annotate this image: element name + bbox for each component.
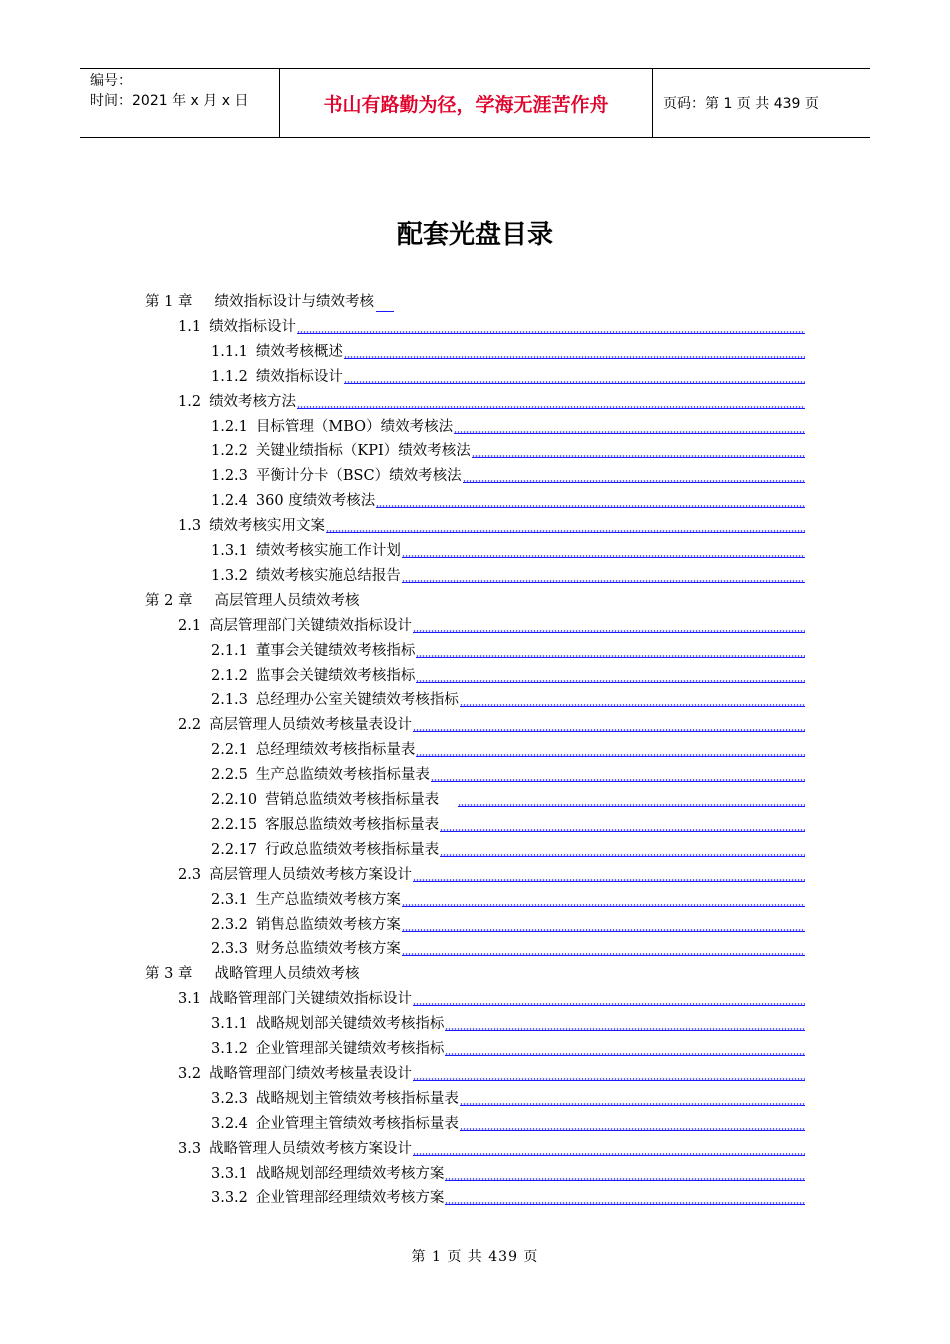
toc-number: 3.3: [178, 1140, 202, 1157]
toc-label[interactable]: 战略规划主管绩效考核指标量表: [255, 1090, 459, 1107]
toc-dot-leader[interactable]: [344, 356, 805, 359]
toc-dot-leader[interactable]: [463, 480, 805, 483]
toc-entry[interactable]: [178, 989, 805, 1009]
toc-label[interactable]: 目标管理（MBO）绩效考核法: [255, 418, 454, 435]
toc-label[interactable]: 战略管理部门绩效考核量表设计: [209, 1065, 413, 1082]
toc-label[interactable]: 绩效考核实用文案: [209, 518, 326, 535]
toc-number: 2.2.17: [211, 841, 258, 858]
toc-label[interactable]: 战略管理部门关键绩效指标设计: [209, 991, 413, 1008]
toc-label[interactable]: 监事会关键绩效考核指标: [255, 667, 416, 684]
toc-entry[interactable]: [178, 715, 805, 735]
toc-entry[interactable]: [178, 865, 805, 885]
toc-number: 2.3: [178, 866, 202, 883]
toc-label[interactable]: 绩效考核实施工作计划: [255, 543, 401, 559]
toc-dot-leader[interactable]: [460, 1128, 805, 1131]
toc-dot-leader[interactable]: [440, 854, 805, 857]
toc-number: 第 2 章: [145, 592, 193, 609]
toc-entry[interactable]: [211, 840, 805, 860]
toc-dot-leader[interactable]: [431, 779, 805, 782]
toc-number: 2.1.2: [211, 667, 248, 684]
toc-dot-leader[interactable]: [440, 829, 805, 832]
toc-number: 3.1.2: [211, 1041, 248, 1057]
toc-dot-leader[interactable]: [402, 580, 805, 583]
toc-entry[interactable]: [211, 765, 805, 785]
toc-number: 第 3 章: [145, 966, 193, 983]
toc-label[interactable]: 绩效指标设计与绩效考核: [214, 294, 374, 310]
toc-dot-leader[interactable]: [445, 1202, 805, 1205]
toc-entry[interactable]: [211, 690, 805, 710]
toc-chapter[interactable]: [145, 292, 394, 312]
toc-entry[interactable]: [211, 1014, 805, 1034]
header-page-info: 页码：第 1 页 共 439 页: [663, 96, 819, 112]
toc-entry[interactable]: [178, 516, 805, 536]
toc-label[interactable]: 生产总监绩效考核方案: [255, 891, 401, 908]
toc-entry[interactable]: [178, 1139, 805, 1159]
toc-number: 2.1.1: [211, 642, 248, 659]
toc-number: 1.2.1: [211, 418, 248, 435]
toc-number: 3.2.4: [211, 1115, 248, 1132]
toc-label[interactable]: 360 度绩效考核法: [255, 493, 376, 510]
toc-dot-leader[interactable]: [416, 680, 805, 683]
toc-number: 2.2.1: [211, 742, 248, 759]
toc-number: 2.2.5: [211, 767, 248, 784]
header-motto: 书山有路勤为径，学海无涯苦作舟: [280, 69, 653, 137]
toc-dot-leader[interactable]: [458, 804, 805, 807]
toc-number: 1.1: [178, 318, 202, 335]
toc-number: 2.2.15: [211, 816, 258, 833]
toc-dot-leader[interactable]: [413, 1153, 805, 1156]
toc-dot-leader[interactable]: [416, 754, 805, 757]
toc-label[interactable]: 绩效指标设计: [255, 368, 343, 385]
toc-label[interactable]: 企业管理部关键绩效考核指标: [255, 1041, 445, 1057]
toc-number: 1.3: [178, 518, 202, 535]
toc-dot-leader[interactable]: [413, 879, 805, 882]
toc-entry[interactable]: [211, 641, 805, 661]
toc-entry[interactable]: [211, 666, 805, 686]
toc-label[interactable]: 销售总监绩效考核方案: [255, 916, 401, 933]
toc-dot-leader[interactable]: [413, 1003, 805, 1006]
toc-number: 3.2: [178, 1065, 202, 1082]
toc-number: 2.2: [178, 717, 202, 734]
toc-dot-leader[interactable]: [402, 555, 805, 558]
header-meta: [80, 69, 280, 137]
toc-dot-leader[interactable]: [413, 630, 805, 633]
toc-entry[interactable]: [211, 915, 805, 935]
toc-label[interactable]: 绩效考核实施总结报告: [255, 567, 401, 584]
toc-label[interactable]: 绩效考核方法: [209, 393, 297, 410]
toc-number: 3.1.1: [211, 1016, 248, 1033]
toc-label[interactable]: 平衡计分卡（BSC）绩效考核法: [255, 468, 462, 485]
toc-entry[interactable]: [211, 566, 805, 586]
toc-dot-leader[interactable]: [402, 953, 805, 956]
toc-number: 1.2.4: [211, 493, 248, 510]
toc-entry[interactable]: [178, 1064, 805, 1084]
toc-number: 3.2.3: [211, 1090, 248, 1107]
toc-dot-leader[interactable]: [402, 929, 805, 932]
toc-entry[interactable]: [211, 1089, 805, 1109]
toc-number: 2.3.2: [211, 916, 248, 933]
toc-entry[interactable]: [211, 1188, 805, 1208]
toc-dot-leader[interactable]: [460, 704, 805, 707]
toc-label[interactable]: 高层管理人员绩效考核方案设计: [209, 866, 413, 883]
toc-number: 1.2.3: [211, 468, 248, 485]
toc-number: 2.2.10: [211, 792, 258, 808]
toc-number: 1.2: [178, 393, 202, 410]
toc-entry[interactable]: [211, 367, 805, 387]
toc-entry[interactable]: [211, 441, 805, 461]
toc-number: 第 1 章: [145, 294, 193, 310]
toc-number: 1.1.1: [211, 343, 248, 360]
doc-time-label: 时间：2021 年 x 月 x 日: [90, 93, 249, 109]
toc-chapter[interactable]: [145, 591, 359, 611]
toc-label[interactable]: 高层管理人员绩效考核量表设计: [209, 717, 413, 734]
toc-label[interactable]: 战略管理人员绩效考核: [214, 966, 360, 983]
toc-entry[interactable]: [211, 890, 805, 910]
toc-label[interactable]: 企业管理主管绩效考核指标量表: [255, 1115, 459, 1132]
toc-dot-leader[interactable]: [413, 729, 805, 732]
toc-dot-leader[interactable]: [413, 1078, 805, 1081]
toc-label[interactable]: 总经理绩效考核指标量表: [255, 742, 416, 759]
toc-entry[interactable]: [211, 1039, 805, 1059]
toc-link-underline[interactable]: [376, 294, 394, 312]
toc-dot-leader[interactable]: [472, 455, 805, 458]
toc-label[interactable]: 总经理办公室关键绩效考核指标: [255, 692, 459, 709]
toc-label[interactable]: 客服总监绩效考核指标量表: [265, 816, 440, 833]
toc-entry[interactable]: [211, 790, 805, 810]
toc-dot-leader[interactable]: [376, 505, 805, 508]
toc-dot-leader[interactable]: [445, 1028, 805, 1031]
toc-number: 3.3.2: [211, 1190, 248, 1207]
toc-entry[interactable]: [211, 1114, 805, 1134]
toc-label[interactable]: 企业管理部经理绩效考核方案: [255, 1190, 445, 1207]
toc-label[interactable]: 战略管理人员绩效考核方案设计: [209, 1140, 413, 1157]
toc-entry[interactable]: [211, 491, 805, 511]
toc-label[interactable]: 关键业绩指标（KPI）绩效考核法: [255, 443, 471, 460]
toc-dot-leader[interactable]: [445, 1053, 805, 1056]
toc-entry[interactable]: [178, 317, 805, 337]
doc-number-label: 编号：: [90, 73, 132, 89]
toc-entry[interactable]: [211, 342, 805, 362]
page-footer: 第 1 页 共 439 页: [411, 1249, 539, 1265]
toc-number: 2.1.3: [211, 692, 248, 709]
toc-entry[interactable]: [211, 939, 805, 959]
toc-label[interactable]: 战略规划部经理绩效考核方案: [255, 1165, 445, 1182]
toc-label[interactable]: 高层管理人员绩效考核: [214, 592, 360, 609]
toc-chapter[interactable]: [145, 964, 359, 984]
toc-label[interactable]: 财务总监绩效考核方案: [255, 941, 401, 958]
toc-label[interactable]: 行政总监绩效考核指标量表: [265, 841, 440, 858]
toc-number: 1.2.2: [211, 443, 248, 460]
toc-label[interactable]: 生产总监绩效考核指标量表: [255, 767, 430, 784]
toc-dot-leader[interactable]: [297, 406, 805, 409]
toc-dot-leader[interactable]: [326, 530, 805, 533]
toc-number: 3.3.1: [211, 1165, 248, 1182]
toc-entry[interactable]: [211, 1164, 805, 1184]
toc-entry[interactable]: [178, 616, 805, 636]
toc-dot-leader[interactable]: [297, 331, 805, 334]
toc-label[interactable]: 董事会关键绩效考核指标: [255, 642, 416, 659]
toc-dot-leader[interactable]: [416, 655, 805, 658]
toc-entry[interactable]: [211, 740, 805, 760]
toc-entry[interactable]: [211, 541, 805, 561]
toc-dot-leader[interactable]: [445, 1178, 805, 1181]
toc-label[interactable]: 战略规划部关键绩效考核指标: [255, 1016, 445, 1033]
toc-number: 2.3.1: [211, 891, 248, 908]
toc-entry[interactable]: [211, 466, 805, 486]
toc-entry[interactable]: [211, 417, 805, 437]
toc-number: 2.1: [178, 617, 202, 634]
toc-entry[interactable]: [178, 392, 805, 412]
document-title: 配套光盘目录: [396, 220, 553, 250]
toc-entry[interactable]: [211, 815, 805, 835]
toc-number: 2.3.3: [211, 941, 248, 958]
page-header: [80, 68, 870, 138]
toc-label[interactable]: 绩效考核概述: [255, 343, 343, 360]
toc-label[interactable]: 高层管理部门关键绩效指标设计: [209, 617, 413, 634]
toc-number: 1.3.2: [211, 567, 248, 584]
toc-number: 3.1: [178, 991, 202, 1008]
toc-label[interactable]: 绩效指标设计: [209, 318, 297, 335]
toc-dot-leader[interactable]: [454, 431, 805, 434]
toc-number: 1.1.2: [211, 368, 248, 385]
toc-label[interactable]: 营销总监绩效考核指标量表: [265, 792, 440, 808]
toc-dot-leader[interactable]: [344, 381, 805, 384]
toc-dot-leader[interactable]: [402, 904, 805, 907]
toc-number: 1.3.1: [211, 543, 248, 559]
toc-dot-leader[interactable]: [460, 1103, 805, 1106]
